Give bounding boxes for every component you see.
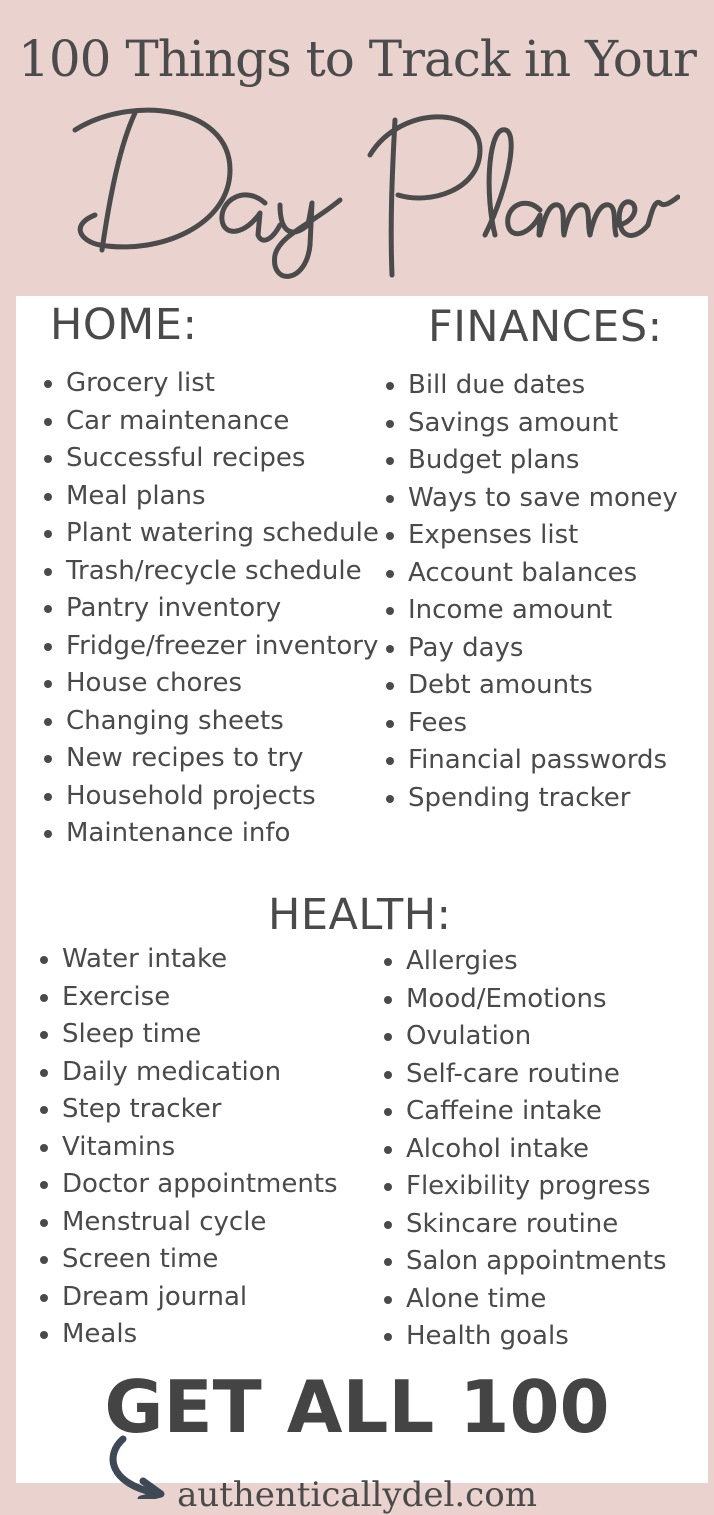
script-title-day-planner [40, 85, 680, 285]
list-item: Step tracker [40, 1091, 338, 1129]
list-item: Trash/recycle schedule [44, 553, 379, 591]
list-item: Screen time [40, 1241, 338, 1279]
list-item: Meal plans [44, 478, 379, 516]
list-item: Salon appointments [384, 1243, 667, 1281]
home-heading: HOME: [50, 300, 198, 350]
list-item: Mood/Emotions [384, 981, 667, 1019]
list-item: Plant watering schedule [44, 515, 379, 553]
list-item: Car maintenance [44, 403, 379, 441]
list-item: Expenses list [386, 517, 678, 555]
list-item: Maintenance info [44, 815, 379, 853]
list-item: Pantry inventory [44, 590, 379, 628]
health-list-right [384, 943, 667, 1356]
list-item: Daily medication [40, 1054, 338, 1092]
list-item: Menstrual cycle [40, 1204, 338, 1242]
list-item: Pay days [386, 630, 678, 668]
list-item: Health goals [384, 1318, 667, 1356]
page-title: 100 Things to Track in Your [18, 30, 696, 88]
list-item: Fees [386, 705, 678, 743]
list-item: Changing sheets [44, 703, 379, 741]
list-item: Account balances [386, 555, 678, 593]
list-item: Exercise [40, 979, 338, 1017]
list-item: Ovulation [384, 1018, 667, 1056]
list-item: Income amount [386, 592, 678, 630]
list-item: Caffeine intake [384, 1093, 667, 1131]
list-item: Savings amount [386, 405, 678, 443]
list-item: House chores [44, 665, 379, 703]
list-item: Ways to save money [386, 480, 678, 518]
finances-heading: FINANCES: [428, 302, 663, 352]
list-item: Dream journal [40, 1279, 338, 1317]
list-item: Flexibility progress [384, 1168, 667, 1206]
list-item: Financial passwords [386, 742, 678, 780]
list-item: Water intake [40, 941, 338, 979]
list-item: Doctor appointments [40, 1166, 338, 1204]
website-link[interactable]: authenticallydel.com [177, 1475, 537, 1515]
list-item: Alone time [384, 1281, 667, 1319]
health-list-left [40, 941, 338, 1354]
list-item: Allergies [384, 943, 667, 981]
list-item: Budget plans [386, 442, 678, 480]
get-all-100-cta[interactable]: GET ALL 100 [104, 1365, 610, 1449]
list-item: Successful recipes [44, 440, 379, 478]
content-card [16, 296, 708, 1483]
health-heading: HEALTH: [268, 890, 452, 940]
list-item: New recipes to try [44, 740, 379, 778]
list-item: Fridge/freezer inventory [44, 628, 379, 666]
finances-list [386, 367, 678, 817]
list-item: Household projects [44, 778, 379, 816]
list-item: Spending tracker [386, 780, 678, 818]
list-item: Vitamins [40, 1129, 338, 1167]
list-item: Self-care routine [384, 1056, 667, 1094]
home-list [44, 365, 379, 853]
list-item: Meals [40, 1316, 338, 1354]
list-item: Sleep time [40, 1016, 338, 1054]
list-item: Grocery list [44, 365, 379, 403]
list-item: Skincare routine [384, 1206, 667, 1244]
list-item: Debt amounts [386, 667, 678, 705]
list-item: Alcohol intake [384, 1131, 667, 1169]
list-item: Bill due dates [386, 367, 678, 405]
